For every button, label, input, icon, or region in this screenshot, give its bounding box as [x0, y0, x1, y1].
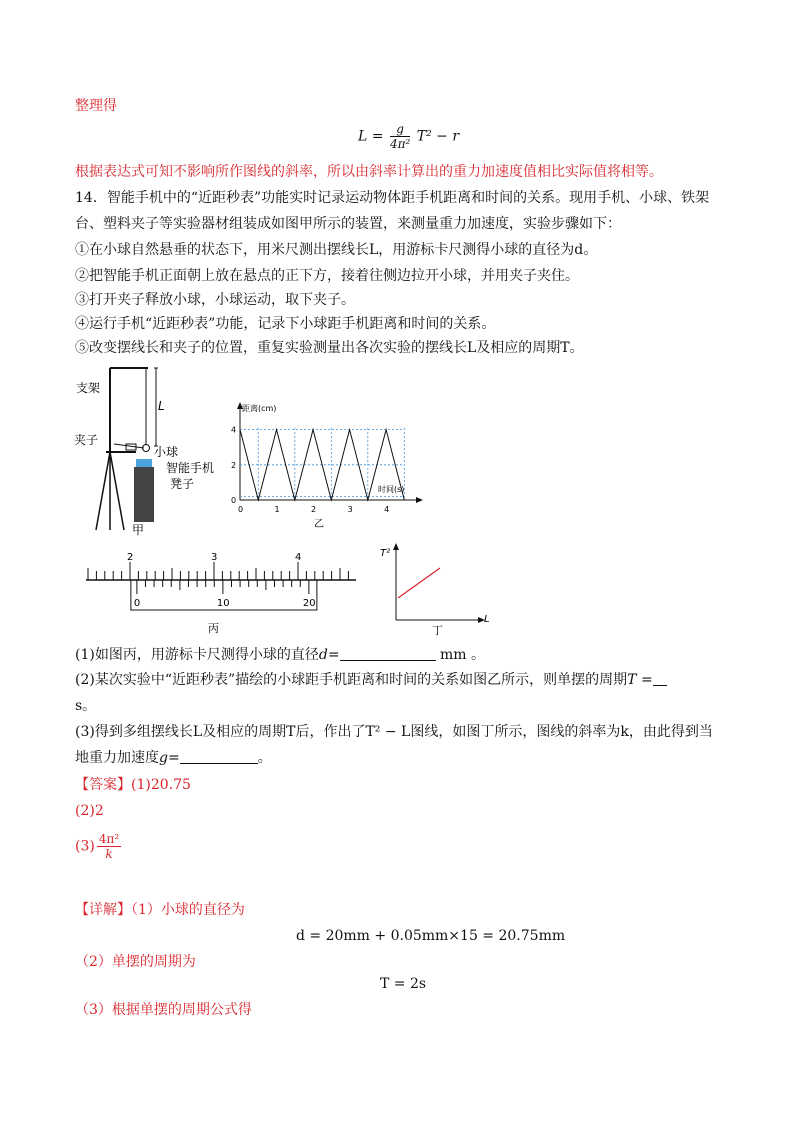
step-2: ②把智能手机正面朝上放在悬点的正下方，接着往侧边拉开小球，并用夹子夹住。 [75, 268, 579, 284]
answer-3-prefix: (3) [75, 838, 95, 855]
caption-ding: 丁 [432, 624, 443, 637]
tripod-leg-right [110, 452, 124, 530]
eq1-tail: T² − r [416, 128, 460, 145]
detail-3: （3）根据单摆的周期公式得 [75, 1002, 252, 1018]
eq1-L: L [358, 128, 368, 145]
figure-yi-chart [222, 398, 428, 528]
figure-ding-graph [378, 540, 496, 638]
equation-T: T = 2s [380, 976, 427, 992]
eq1-num: g [390, 122, 410, 137]
q3-eq: = [167, 750, 180, 766]
main-tick-label: 2 [127, 552, 134, 563]
eq1-fraction [390, 122, 410, 151]
detail-2: （2）单摆的周期为 [75, 954, 196, 970]
detail-label: 【详解】 [75, 902, 131, 918]
q3-text: 地重力加速度 [75, 750, 159, 766]
q2-var: T [627, 672, 637, 688]
q2-text: (2)某次实验中“近距秒表”描绘的小球距手机距离和时间的关系如图乙所示，则单摆的周期 [75, 672, 628, 688]
question-1 [75, 645, 485, 665]
vernier-tick-label: 20 [302, 598, 316, 609]
chart-x-arrow [416, 497, 423, 503]
answer-3-num: 4π² [98, 832, 120, 846]
chart-labels [231, 403, 404, 530]
q14-line2: 台、塑料夹子等实验器材组装成如图甲所示的装置，来测量重力加速度，实验步骤如下： [75, 216, 621, 232]
eq1-eq: = [371, 128, 384, 145]
answer-a1 [75, 775, 191, 795]
caption-bing: 丙 [208, 622, 219, 635]
q1-blank[interactable] [340, 646, 436, 661]
answer-3 [75, 832, 123, 861]
step-4: ④运行手机“近距秒表”功能，记录下小球距手机距离和时间的关系。 [75, 316, 496, 332]
length-label: L [158, 399, 165, 413]
stool-shape [134, 467, 154, 522]
step-1: ①在小球自然悬垂的状态下，用米尺测出摆线长L，用游标卡尺测得小球的直径为d。 [75, 242, 598, 258]
ding-line [398, 568, 440, 598]
question-3-line2 [75, 748, 272, 768]
chart-ytick-label: 0 [231, 496, 237, 505]
chart-xtick-label: 0 [238, 505, 244, 514]
answer-1: (1)20.75 [131, 777, 191, 793]
chart-ylabel: 距离(cm) [242, 404, 277, 413]
q14-line1: 14．智能手机中的“近距秒表”功能实时记录运动物体距手机距离和时间的关系。现用手机、小球、铁架 [75, 190, 710, 206]
equation-L [358, 122, 459, 151]
detail-1-text: （1）小球的直径为 [131, 902, 245, 918]
chart-xlabel: 时间(s) [378, 485, 405, 494]
q2-eq: = [636, 672, 653, 688]
arrange-label: 整理得 [75, 98, 117, 114]
clip-label: 夹子 [74, 433, 99, 447]
ding-xlabel: L [484, 614, 490, 625]
question-2 [75, 670, 667, 690]
chart-xtick-label: 3 [347, 505, 353, 514]
stool-label: 凳子 [170, 477, 195, 491]
chart-caption: 乙 [314, 519, 324, 530]
chart-xtick-label: 4 [384, 505, 390, 514]
detail-1 [75, 900, 245, 920]
caption-jia: 甲 [132, 523, 145, 537]
question-3-line1: (3)得到多组摆线长L及相应的周期T后，作出了T² − L图线，如图丁所示，图线的斜率为k，由此得到当 [75, 724, 713, 740]
equation-d: d = 20mm + 0.05mm×15 = 20.75mm [296, 928, 566, 944]
q1-var: d [318, 647, 328, 663]
q1-unit: mm 。 [440, 647, 486, 663]
chart-xtick-label: 2 [311, 505, 317, 514]
step-3: ③打开夹子释放小球，小球运动，取下夹子。 [75, 292, 355, 308]
q1-text: (1)如图丙，用游标卡尺测得小球的直径 [75, 647, 319, 663]
q3-blank[interactable] [180, 749, 258, 764]
q3-end: 。 [257, 750, 272, 766]
caliper-main-scale [86, 552, 356, 580]
tripod-leg-left [96, 452, 110, 530]
stand-label: 支架 [76, 381, 101, 395]
figure-jia [70, 362, 215, 537]
answer-label: 【答案】 [75, 777, 131, 793]
main-tick-label: 4 [295, 552, 302, 563]
eq1-den: 4π² [389, 137, 411, 151]
phone-label: 智能手机 [166, 461, 215, 475]
ding-y-arrow [393, 543, 399, 550]
step-5: ⑤改变摆线长和夹子的位置，重复实验测量出各次实验的摆线长L及相应的周期T。 [75, 340, 584, 356]
chart-ytick-label: 4 [231, 425, 237, 435]
q3-var: g [159, 750, 168, 766]
caliper-vernier-scale [131, 580, 317, 610]
vernier-tick-label: 0 [133, 598, 141, 609]
main-tick-label: 3 [211, 552, 218, 563]
ball-label: 小球 [154, 445, 179, 459]
chart-xtick-label: 1 [274, 505, 280, 514]
q2-blank[interactable] [653, 671, 667, 686]
q2-unit: s。 [75, 698, 97, 714]
ding-ylabel: T² [380, 548, 391, 559]
conclusion-text: 根据表达式可知不影响所作图线的斜率，所以由斜率计算出的重力加速度值相比实际值将相等。 [75, 164, 663, 180]
vernier-tick-label: 10 [216, 598, 230, 609]
answer-2: (2)2 [75, 803, 104, 819]
q1-eq: = [327, 647, 340, 663]
phone-shape [136, 459, 152, 467]
answer-3-den: k [105, 847, 113, 861]
chart-ytick-label: 2 [231, 460, 237, 470]
figure-bing-caliper [76, 552, 366, 636]
answer-3-fraction [97, 832, 121, 861]
